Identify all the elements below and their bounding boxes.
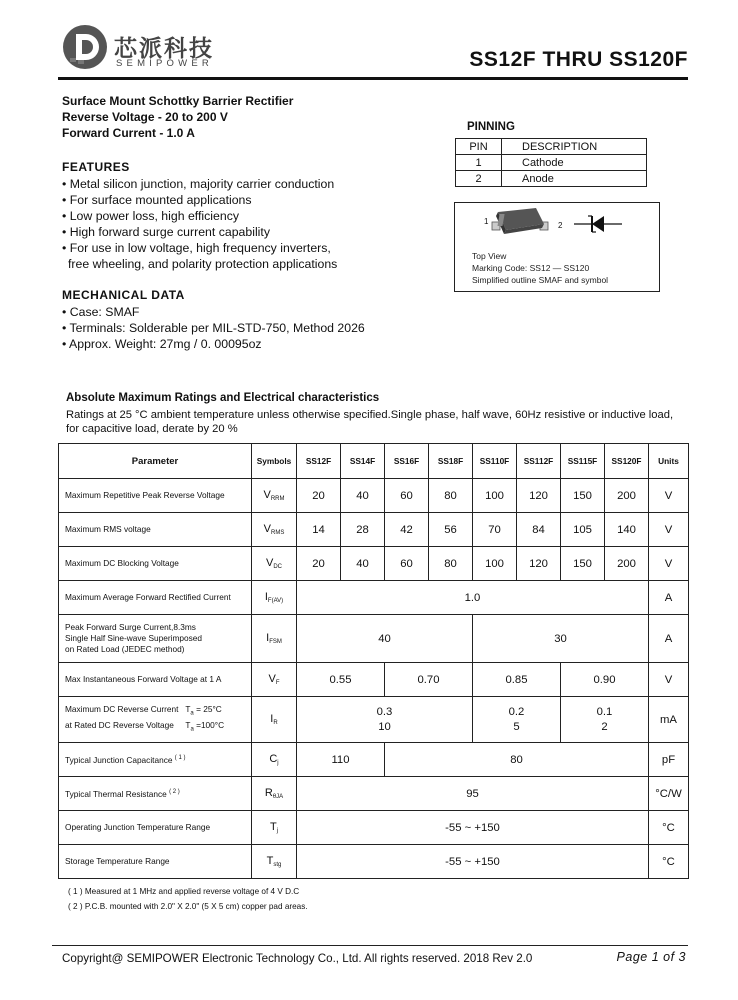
value-cell: 60 xyxy=(385,479,429,513)
package-pin-2-label: 2 xyxy=(558,221,563,230)
value-cell: 95 xyxy=(297,777,649,811)
value-cell: 20 xyxy=(297,547,341,581)
footnote-1: ( 1 ) Measured at 1 MHz and applied reverse voltage of 4 V D.C xyxy=(68,887,300,896)
description-header: DESCRIPTION xyxy=(502,139,647,155)
value-cell: 140 xyxy=(605,513,649,547)
package-outline-caption: Simplified outline SMAF and symbol xyxy=(472,275,609,285)
part-header: SS12F xyxy=(297,444,341,479)
feature-item: • High forward surge current capability xyxy=(62,225,270,239)
parameter-name: Maximum DC Reverse Current $T_a = 25^\circ C$ at Rated DC Reverse Voltage $T_a =100^\circ C$ xyxy=(59,697,252,743)
value-cell: 80 xyxy=(429,547,473,581)
table-row xyxy=(59,663,689,697)
features-heading: FEATURES xyxy=(62,160,130,174)
symbol-cell: $I_{FSM}$ xyxy=(252,615,297,663)
part-header: SS14F xyxy=(341,444,385,479)
reverse-voltage-summary: Reverse Voltage - 20 to 200 V xyxy=(62,110,228,124)
value-cell: 0.90 xyxy=(561,663,649,697)
parameter-name: Peak Forward Surge Current,8.3ms Single Half Sine-wave Superimposed on Rated Load (JEDEC method) xyxy=(59,615,252,663)
value-cell: -55 ~ +150 xyxy=(297,845,649,879)
table-row xyxy=(59,743,689,777)
forward-current-summary: Forward Current - 1.0 A xyxy=(62,126,195,140)
brand-name-english: SEMIPOWER xyxy=(116,58,213,69)
parameter-name: Maximum DC Blocking Voltage xyxy=(59,547,252,581)
pin-number: 1 xyxy=(456,155,502,171)
value-cell: -55 ~ +150 xyxy=(297,811,649,845)
table-header-row xyxy=(59,444,689,479)
symbol-cell: $C_j$ xyxy=(252,743,297,777)
table-row xyxy=(59,547,689,581)
feature-item: • For surface mounted applications xyxy=(62,193,252,207)
mechanical-item: • Approx. Weight: 27mg / 0. 00095oz xyxy=(62,337,262,351)
table-header-row xyxy=(456,139,647,155)
value-cell: 84 xyxy=(517,513,561,547)
value-cell: 0.2 5 xyxy=(473,697,561,743)
value-cell: 60 xyxy=(385,547,429,581)
value-cell: 0.85 xyxy=(473,663,561,697)
value-cell: 14 xyxy=(297,513,341,547)
mechanical-data-list xyxy=(62,304,365,352)
part-header: SS112F xyxy=(517,444,561,479)
pin-description: Anode xyxy=(502,171,647,187)
part-header: SS18F xyxy=(429,444,473,479)
table-row xyxy=(59,777,689,811)
parameter-name: Typical Junction Capacitance $^{( 1 )}$ xyxy=(59,743,252,777)
table-row xyxy=(456,155,647,171)
value-cell: 1.0 xyxy=(297,581,649,615)
table-row xyxy=(59,581,689,615)
parameter-header: Parameter xyxy=(59,444,252,479)
value-cell: 120 xyxy=(517,547,561,581)
mechanical-data-heading: MECHANICAL DATA xyxy=(62,288,185,302)
value-cell: 28 xyxy=(341,513,385,547)
unit-cell: A xyxy=(649,581,689,615)
value-cell: 80 xyxy=(429,479,473,513)
parameter-name: Maximum Average Forward Rectified Current xyxy=(59,581,252,615)
pin-number: 2 xyxy=(456,171,502,187)
package-view-label: Top View xyxy=(472,251,507,261)
table-row xyxy=(59,615,689,663)
value-cell: 150 xyxy=(561,479,605,513)
value-cell: 40 xyxy=(341,479,385,513)
value-cell: 70 xyxy=(473,513,517,547)
smaf-package-drawing xyxy=(490,206,550,238)
value-cell: 120 xyxy=(517,479,561,513)
feature-item: • Low power loss, high efficiency xyxy=(62,209,240,223)
pin-header: PIN xyxy=(456,139,502,155)
pinning-table xyxy=(455,138,647,187)
marking-code-label: Marking Code: SS12 — SS120 xyxy=(472,263,590,273)
unit-cell: V xyxy=(649,479,689,513)
value-cell: 40 xyxy=(297,615,473,663)
footer-divider xyxy=(52,945,688,946)
footnote-2: ( 2 ) P.C.B. mounted with 2.0" X 2.0" (5 X 5 cm) copper pad areas. xyxy=(68,902,308,911)
value-cell: 0.55 xyxy=(297,663,385,697)
pinning-heading: PINNING xyxy=(467,121,515,133)
parameter-name: Storage Temperature Range xyxy=(59,845,252,879)
part-header: SS16F xyxy=(385,444,429,479)
unit-cell: °C/W xyxy=(649,777,689,811)
parameter-name: Maximum Repetitive Peak Reverse Voltage xyxy=(59,479,252,513)
copyright-text: Copyright@ SEMIPOWER Electronic Technology Co., Ltd. All rights reserved. 2018 Rev 2.0 xyxy=(62,952,533,965)
unit-cell: mA xyxy=(649,697,689,743)
parameter-name: Maximum RMS voltage xyxy=(59,513,252,547)
unit-cell: pF xyxy=(649,743,689,777)
company-logo xyxy=(62,24,108,70)
unit-cell: °C xyxy=(649,845,689,879)
parameter-name: Max Instantaneous Forward Voltage at 1 A xyxy=(59,663,252,697)
units-header: Units xyxy=(649,444,689,479)
mechanical-item: • Terminals: Solderable per MIL-STD-750, Method 2026 xyxy=(62,321,365,335)
table-row xyxy=(59,479,689,513)
value-cell: 200 xyxy=(605,479,649,513)
value-cell: 100 xyxy=(473,479,517,513)
value-cell: 0.70 xyxy=(385,663,473,697)
unit-cell: °C xyxy=(649,811,689,845)
ratings-table xyxy=(58,443,689,879)
value-cell: 80 xyxy=(385,743,649,777)
symbol-cell: $T_{stg}$ xyxy=(252,845,297,879)
value-cell: 0.3 10 xyxy=(297,697,473,743)
part-header: SS110F xyxy=(473,444,517,479)
table-row xyxy=(59,811,689,845)
table-row xyxy=(456,171,647,187)
symbol-cell: $I_{F(AV)}$ xyxy=(252,581,297,615)
page-number: Page 1 of 3 xyxy=(616,950,686,964)
value-cell: 105 xyxy=(561,513,605,547)
feature-item-continued: free wheeling, and polarity protection applications xyxy=(68,257,338,271)
table-row xyxy=(59,697,689,743)
parameter-name: Operating Junction Temperature Range xyxy=(59,811,252,845)
value-cell: 0.1 2 xyxy=(561,697,649,743)
header-divider xyxy=(58,77,688,80)
symbol-cell: $R_{\theta JA}$ xyxy=(252,777,297,811)
part-header: SS115F xyxy=(561,444,605,479)
ratings-conditions-line-2: for capacitive load, derate by 20 % xyxy=(66,423,238,435)
unit-cell: V xyxy=(649,663,689,697)
pin-description: Cathode xyxy=(502,155,647,171)
ratings-conditions-line-1: Ratings at 25 °C ambient temperature unless otherwise specified.Single phase, half wave, 60Hz resistive or inductive load, xyxy=(66,409,674,421)
package-pin-1-label: 1 xyxy=(484,217,489,226)
table-row xyxy=(59,845,689,879)
symbol-cell: $V_{RMS}$ xyxy=(252,513,297,547)
symbol-cell: $V_{RRM}$ xyxy=(252,479,297,513)
value-cell: 110 xyxy=(297,743,385,777)
document-title: SS12F THRU SS120F xyxy=(469,48,688,71)
symbol-cell: $I_R$ xyxy=(252,697,297,743)
symbols-header: Symbols xyxy=(252,444,297,479)
unit-cell: V xyxy=(649,513,689,547)
mechanical-item: • Case: SMAF xyxy=(62,305,140,319)
brand-name-chinese: 芯派科技 xyxy=(114,35,214,61)
value-cell: 200 xyxy=(605,547,649,581)
value-cell: 30 xyxy=(473,615,649,663)
ratings-heading: Absolute Maximum Ratings and Electrical characteristics xyxy=(66,392,380,404)
features-list xyxy=(62,176,337,272)
value-cell: 150 xyxy=(561,547,605,581)
value-cell: 20 xyxy=(297,479,341,513)
product-description: Surface Mount Schottky Barrier Rectifier xyxy=(62,94,294,108)
part-header: SS120F xyxy=(605,444,649,479)
value-cell: 42 xyxy=(385,513,429,547)
symbol-cell: $V_{DC}$ xyxy=(252,547,297,581)
symbol-cell: $T_j$ xyxy=(252,811,297,845)
unit-cell: V xyxy=(649,547,689,581)
diode-symbol-icon xyxy=(574,212,622,236)
unit-cell: A xyxy=(649,615,689,663)
symbol-cell: $V_F$ xyxy=(252,663,297,697)
feature-item: • For use in low voltage, high frequency inverters, xyxy=(62,241,331,255)
feature-item: • Metal silicon junction, majority carrier conduction xyxy=(62,177,335,191)
value-cell: 40 xyxy=(341,547,385,581)
parameter-name: Typical Thermal Resistance $^{( 2 )}$ xyxy=(59,777,252,811)
table-row xyxy=(59,513,689,547)
value-cell: 56 xyxy=(429,513,473,547)
value-cell: 100 xyxy=(473,547,517,581)
